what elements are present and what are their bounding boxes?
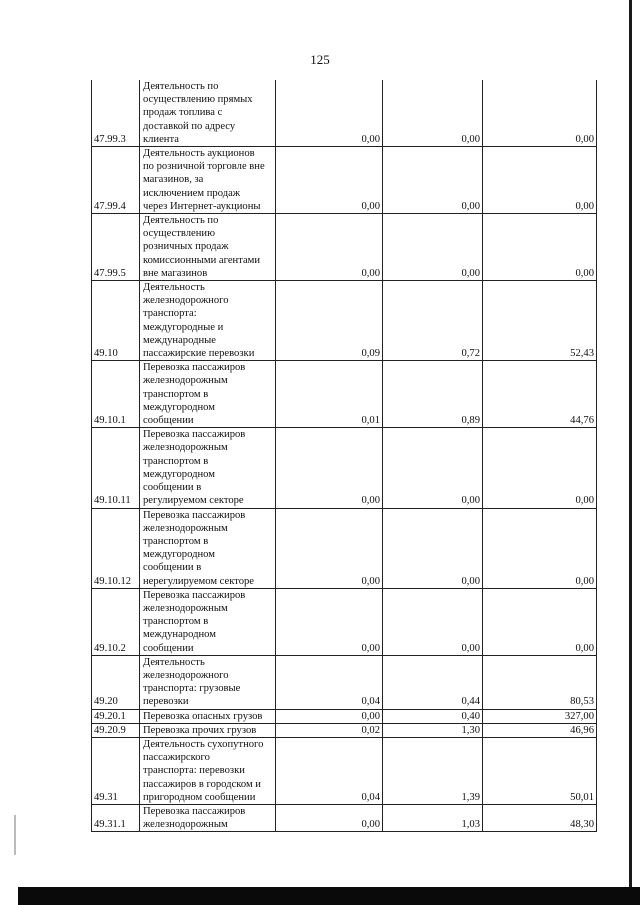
- activity-name-line: транспортом в: [143, 616, 209, 628]
- activity-name-line: железнодорожного: [143, 295, 229, 307]
- activity-code: 49.31: [92, 737, 140, 804]
- activity-name-line: транспорта: грузовые: [143, 683, 241, 695]
- value-col-2: 0,40: [383, 709, 483, 723]
- value-col-2: 0,00: [383, 508, 483, 588]
- value-col-3: 0,00: [483, 214, 597, 281]
- value-col-3: 0,00: [483, 80, 597, 147]
- activity-name-line: железнодорожного: [143, 669, 229, 681]
- value-col-1: 0,04: [276, 737, 383, 804]
- value-col-2: 1,30: [383, 723, 483, 737]
- value-col-3: 80,53: [483, 655, 597, 709]
- value-col-1: 0,04: [276, 655, 383, 709]
- activity-name: [140, 428, 276, 508]
- activity-name: [140, 147, 276, 214]
- activity-name-line: Деятельность по: [143, 215, 219, 227]
- activity-name-line: Перевозка опасных грузов: [143, 710, 263, 722]
- value-col-2: 1,39: [383, 737, 483, 804]
- activity-name-line: пассажирского: [143, 752, 210, 764]
- activity-name-line: сообщении в: [143, 562, 202, 574]
- activity-name-line: железнодорожным: [143, 522, 228, 534]
- activity-name-line: осуществлению прямых: [143, 94, 253, 106]
- table-row: [92, 147, 597, 214]
- value-col-1: 0,00: [276, 428, 383, 508]
- activity-code: 49.20.1: [92, 709, 140, 723]
- activity-name-line: Деятельность: [143, 656, 205, 668]
- page-number: 125: [310, 52, 330, 67]
- activity-name: [140, 281, 276, 361]
- activity-name: [140, 214, 276, 281]
- table-row: [92, 804, 597, 831]
- activity-name-line: Перевозка прочих грузов: [143, 724, 257, 736]
- activity-name: [140, 80, 276, 147]
- table-row: [92, 80, 597, 147]
- value-col-2: 1,03: [383, 804, 483, 831]
- activity-name-line: через Интернет-аукционы: [143, 200, 261, 212]
- value-col-2: 0,72: [383, 281, 483, 361]
- activity-name-line: продаж топлива с: [143, 107, 223, 119]
- table-row: [92, 508, 597, 588]
- value-col-3: 48,30: [483, 804, 597, 831]
- activity-name-line: Деятельность аукционов: [143, 148, 255, 160]
- activity-code: 47.99.4: [92, 147, 140, 214]
- value-col-3: 46,96: [483, 723, 597, 737]
- activity-code: 49.10.1: [92, 361, 140, 428]
- activity-name-line: розничных продаж: [143, 241, 229, 253]
- activity-name: [140, 655, 276, 709]
- value-col-1: 0,00: [276, 508, 383, 588]
- activity-name-line: железнодорожным: [143, 602, 228, 614]
- value-col-2: 0,00: [383, 428, 483, 508]
- activity-code: 47.99.3: [92, 80, 140, 147]
- activity-name-line: Перевозка пассажиров: [143, 362, 246, 374]
- activity-code: 49.20.9: [92, 723, 140, 737]
- scan-edge-bottom: [18, 887, 640, 905]
- scan-mark: [14, 815, 16, 855]
- data-table-container: [91, 80, 596, 832]
- value-col-3: 327,00: [483, 709, 597, 723]
- activity-name-line: пассажирские перевозки: [143, 348, 255, 360]
- activity-code: 49.20: [92, 655, 140, 709]
- activity-name-line: регулируемом секторе: [143, 495, 244, 507]
- scan-edge-right: [629, 0, 632, 905]
- activity-name-line: Перевозка пассажиров: [143, 429, 246, 441]
- activity-name-line: пригородном сообщении: [143, 791, 256, 803]
- activity-name-line: магазинов, за: [143, 174, 204, 186]
- value-col-2: 0,44: [383, 655, 483, 709]
- value-col-3: 0,00: [483, 508, 597, 588]
- activity-name-line: транспортом в: [143, 455, 209, 467]
- activity-name-line: транспортом в: [143, 535, 209, 547]
- activity-name-line: по розничной торговле вне: [143, 161, 265, 173]
- activity-name-line: международные: [143, 334, 216, 346]
- activity-name: [140, 723, 276, 737]
- value-col-2: 0,00: [383, 80, 483, 147]
- activity-name-line: Перевозка пассажиров: [143, 589, 246, 601]
- data-table: [91, 80, 597, 832]
- activity-name-line: Деятельность сухопутного: [143, 738, 264, 750]
- value-col-3: 0,00: [483, 428, 597, 508]
- value-col-2: 0,89: [383, 361, 483, 428]
- activity-name-line: Деятельность по: [143, 81, 219, 92]
- value-col-3: 44,76: [483, 361, 597, 428]
- activity-code: 49.10.11: [92, 428, 140, 508]
- activity-name: [140, 588, 276, 655]
- activity-name-line: железнодорожным: [143, 375, 228, 387]
- activity-name-line: сообщении: [143, 642, 194, 654]
- value-col-3: 0,00: [483, 147, 597, 214]
- activity-name-line: клиента: [143, 133, 179, 145]
- value-col-1: 0,00: [276, 709, 383, 723]
- table-row: [92, 428, 597, 508]
- table-row: [92, 737, 597, 804]
- table-row: [92, 361, 597, 428]
- activity-name: [140, 737, 276, 804]
- activity-name: [140, 508, 276, 588]
- activity-name-line: международном: [143, 629, 216, 641]
- activity-name: [140, 804, 276, 831]
- activity-name: [140, 361, 276, 428]
- table-row: [92, 588, 597, 655]
- value-col-1: 0,00: [276, 80, 383, 147]
- activity-name-line: железнодорожным: [143, 819, 228, 831]
- activity-name-line: Деятельность: [143, 282, 205, 294]
- activity-name-line: железнодорожным: [143, 442, 228, 454]
- value-col-2: 0,00: [383, 214, 483, 281]
- activity-name-line: осуществлению: [143, 228, 215, 240]
- table-body: [92, 80, 597, 832]
- activity-name-line: вне магазинов: [143, 267, 208, 279]
- value-col-1: 0,02: [276, 723, 383, 737]
- value-col-1: 0,01: [276, 361, 383, 428]
- table-row: [92, 214, 597, 281]
- activity-name-line: комиссионными агентами: [143, 254, 261, 266]
- activity-name-line: пассажиров в городском и: [143, 778, 261, 790]
- activity-name-line: транспорта:: [143, 308, 197, 320]
- value-col-1: 0,09: [276, 281, 383, 361]
- activity-name-line: сообщении: [143, 415, 194, 427]
- activity-code: 47.99.5: [92, 214, 140, 281]
- table-row: [92, 655, 597, 709]
- value-col-2: 0,00: [383, 147, 483, 214]
- value-col-3: 52,43: [483, 281, 597, 361]
- activity-code: 49.31.1: [92, 804, 140, 831]
- activity-code: 49.10.2: [92, 588, 140, 655]
- activity-name-line: междугородные и: [143, 321, 224, 333]
- value-col-3: 50,01: [483, 737, 597, 804]
- value-col-1: 0,00: [276, 588, 383, 655]
- value-col-1: 0,00: [276, 214, 383, 281]
- activity-name-line: доставкой по адресу: [143, 120, 236, 132]
- value-col-1: 0,00: [276, 804, 383, 831]
- activity-name-line: междугородном: [143, 549, 215, 561]
- activity-code: 49.10: [92, 281, 140, 361]
- value-col-3: 0,00: [483, 588, 597, 655]
- value-col-1: 0,00: [276, 147, 383, 214]
- activity-name-line: сообщении в: [143, 482, 202, 494]
- table-row: [92, 723, 597, 737]
- table-row: [92, 709, 597, 723]
- activity-name-line: перевозки: [143, 696, 189, 708]
- activity-code: 49.10.12: [92, 508, 140, 588]
- value-col-2: 0,00: [383, 588, 483, 655]
- table-row: [92, 281, 597, 361]
- activity-name: [140, 709, 276, 723]
- activity-name-line: Перевозка пассажиров: [143, 805, 246, 817]
- activity-name-line: нерегулируемом секторе: [143, 575, 254, 587]
- activity-name-line: исключением продаж: [143, 187, 241, 199]
- activity-name-line: транспорта: перевозки: [143, 765, 245, 777]
- activity-name-line: Перевозка пассажиров: [143, 509, 246, 521]
- activity-name-line: междугородном: [143, 468, 215, 480]
- activity-name-line: транспортом в: [143, 388, 209, 400]
- activity-name-line: междугородном: [143, 401, 215, 413]
